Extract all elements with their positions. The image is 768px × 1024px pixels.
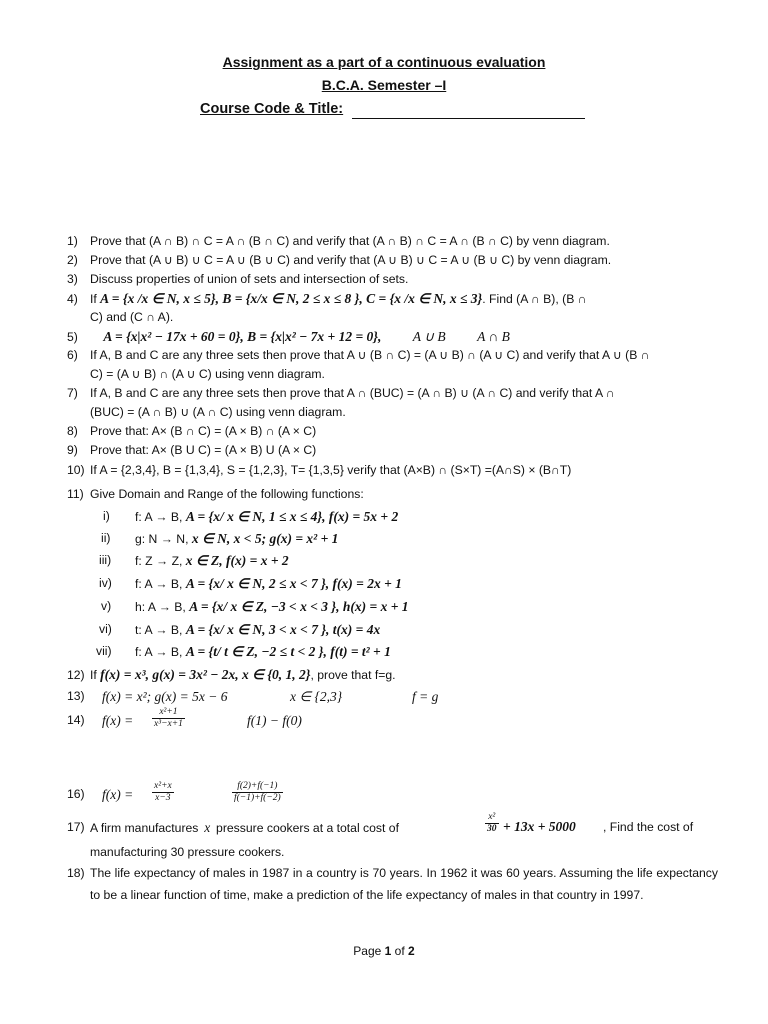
denominator: 30	[487, 824, 497, 834]
function-definitions: f(x) = x³, g(x) = 3x² − 2x, x ∈ {0, 1, 2}	[100, 667, 311, 682]
question-8	[67, 422, 316, 441]
question-text: If	[90, 292, 101, 306]
roman-numeral: vi)	[99, 622, 112, 636]
question-number: 8)	[67, 424, 78, 438]
ratio-denominator: f(−1)+f(−2)	[234, 793, 281, 803]
function-mapping: h: A → B, A = {x/ x ∈ Z, −3 < x < 3 }, h(x) = x + 1	[135, 599, 409, 614]
question-number: 7)	[67, 386, 78, 400]
question-number: 11)	[67, 487, 84, 501]
roman-numeral: iv)	[99, 576, 112, 590]
denominator: x³−x+1	[154, 719, 183, 729]
course-code-label: Course Code & Title:	[200, 101, 344, 117]
question-number: 14)	[67, 713, 85, 727]
difference-expression: f(1) − f(0)	[247, 713, 302, 728]
question-text: Prove that: A× (B U C) = (A × B) U (A × C)	[90, 443, 317, 457]
question-4	[67, 289, 586, 309]
question-number: 4)	[67, 292, 78, 306]
function-pair: f(x) = x²; g(x) = 5x − 6	[102, 689, 228, 704]
question-1	[67, 232, 610, 251]
question-text-cont: , Find the cost of	[603, 820, 694, 834]
function-mapping: g: N → N, x ∈ N, x < 5; g(x) = x² + 1	[135, 531, 339, 546]
question-7	[67, 384, 615, 403]
question-6-line-2: C) = (A ∪ B) ∩ (A ∪ C) using venn diagram.	[90, 367, 325, 381]
question-number: 2)	[67, 253, 78, 267]
evaluation-ratio	[232, 781, 283, 804]
question-number: 16)	[67, 787, 85, 801]
question-number: 6)	[67, 348, 78, 362]
question-3	[67, 270, 408, 289]
question-17	[67, 812, 718, 840]
union-expression: A ∪ B	[412, 329, 446, 344]
function-mapping: f: A → B, A = {t/ t ∈ Z, −2 ≤ t < 2 }, f(t) = t² + 1	[135, 644, 391, 659]
question-text: If A, B and C are any three sets then prove that A ∪ (B ∩ C) = (A ∪ B) ∩ (A ∪ C) and verify that A ∪ (B ∩	[90, 348, 650, 362]
question-text: If A = {2,3,4}, B = {1,3,4}, S = {1,2,3}, T= {1,3,5} verify that (A×B) ∩ (S×T) =(A∩S) × (B∩T)	[90, 463, 572, 477]
roman-numeral: i)	[103, 509, 110, 523]
rational-function	[152, 707, 185, 730]
equality-claim: f = g	[412, 689, 439, 704]
numerator: x²	[485, 812, 499, 824]
question-2	[67, 251, 611, 270]
function-mapping: f: A → B, A = {x/ x ∈ N, 1 ≤ x ≤ 4}, f(x) = 5x + 2	[135, 509, 399, 524]
question-5	[67, 327, 510, 347]
question-text: A firm manufactures x pressure cookers at a total cost of	[90, 820, 403, 835]
question-text: Prove that: A× (B ∩ C) = (A × B) ∩ (A × C)	[90, 424, 317, 438]
question-10	[67, 461, 571, 480]
question-9	[67, 441, 316, 460]
question-text-cont: , prove that f=g.	[310, 668, 396, 682]
semester-subtitle: B.C.A. Semester –I	[321, 77, 447, 93]
cost-expression: + 13x + 5000	[503, 819, 576, 834]
assignment-title: Assignment as a part of a continuous evaluation	[222, 54, 546, 70]
set-definitions: A = {x /x ∈ N, x ≤ 5}, B = {x/x ∈ N, 2 ≤ x ≤ 8 }, C = {x /x ∈ N, x ≤ 3}	[100, 291, 483, 306]
question-number: 17)	[67, 820, 85, 834]
question-6	[67, 346, 650, 365]
question-number: 5)	[67, 330, 78, 344]
current-page: 1	[384, 944, 392, 958]
variable-x: x	[204, 820, 211, 835]
function-lhs: f(x) =	[102, 713, 134, 728]
question-text: If A, B and C are any three sets then prove that A ∩ (BUC) = (A ∩ B) ∪ (A ∩ C) and verify that A ∩	[90, 386, 615, 400]
question-13	[67, 687, 527, 706]
numerator: x²+1	[152, 707, 185, 719]
set-equations: A = {x|x² − 17x + 60 = 0}, B = {x|x² − 7x + 12 = 0},	[103, 329, 382, 344]
function-mapping: t: A → B, A = {x/ x ∈ N, 3 < x < 7 }, t(x) = 4x	[135, 622, 381, 637]
domain-set: x ∈ {2,3}	[290, 689, 343, 704]
question-text: Prove that (A ∩ B) ∩ C = A ∩ (B ∩ C) and verify that (A ∩ B) ∩ C = A ∩ (B ∩ C) by venn diagram.	[90, 234, 610, 248]
question-16	[67, 781, 467, 811]
page-indicator: Page 1 of 2	[353, 944, 415, 958]
question-number: 9)	[67, 443, 78, 457]
question-text: Prove that (A ∪ B) ∪ C = A ∪ (B ∪ C) and verify that (A ∪ B) ∪ C = A ∪ (B ∪ C) by venn diagram.	[90, 253, 612, 267]
question-text: Discuss properties of union of sets and intersection of sets.	[90, 272, 409, 286]
question-number: 12)	[67, 668, 85, 682]
question-text: Give Domain and Range of the following functions:	[90, 487, 364, 501]
numerator: x²+x	[154, 781, 172, 791]
roman-numeral: v)	[101, 599, 112, 613]
rational-function	[152, 781, 174, 804]
function-mapping: f: Z → Z, x ∈ Z, f(x) = x + 2	[135, 553, 289, 568]
denominator: x−3	[155, 793, 171, 803]
cost-fraction	[485, 812, 499, 835]
function-definition: A = {x/ x ∈ Z, −3 < x < 3 }, h(x) = x + 1	[189, 599, 409, 614]
question-12	[67, 665, 396, 685]
ratio-numerator: f(2)+f(−1)	[232, 781, 283, 793]
roman-numeral: vii)	[96, 644, 112, 658]
question-number: 3)	[67, 272, 78, 286]
total-pages: 2	[408, 944, 415, 958]
function-definition: x ∈ N, x < 5; g(x) = x² + 1	[191, 531, 339, 546]
roman-numeral: ii)	[101, 531, 111, 545]
function-definition: A = {x/ x ∈ N, 1 ≤ x ≤ 4}, f(x) = 5x + 2	[185, 509, 399, 524]
course-title-blank-line	[352, 118, 585, 119]
intersection-expression: A ∩ B	[477, 329, 510, 344]
question-17-line-2: manufacturing 30 pressure cookers.	[90, 845, 285, 859]
question-11	[67, 485, 364, 504]
function-definition: A = {x/ x ∈ N, 3 < x < 7 }, t(x) = 4x	[185, 622, 381, 637]
function-mapping: f: A → B, A = {x/ x ∈ N, 2 ≤ x < 7 }, f(x) = 2x + 1	[135, 576, 402, 591]
question-4-line-2: C) and (C ∩ A).	[90, 310, 174, 324]
function-definition: A = {t/ t ∈ Z, −2 ≤ t < 2 }, f(t) = t² + 1	[185, 644, 391, 659]
roman-numeral: iii)	[99, 553, 112, 567]
question-number: 10)	[67, 463, 85, 477]
question-7-line-2: (BUC) = (A ∩ B) ∪ (A ∩ C) using venn diagram.	[90, 405, 346, 419]
function-definition: A = {x/ x ∈ N, 2 ≤ x < 7 }, f(x) = 2x + 1	[185, 576, 402, 591]
question-text: If	[90, 668, 101, 682]
function-definition: x ∈ Z, f(x) = x + 2	[185, 553, 289, 568]
question-18-text: The life expectancy of males in 1987 in a country is 70 years. In 1962 it was 60 years. Assuming the life expectancy to be a linear function of time, make a prediction of the life expectancy of males in that country in 1997.	[90, 866, 718, 902]
question-text-cont: . Find (A ∩ B), (B ∩	[482, 292, 587, 306]
function-lhs: f(x) =	[102, 787, 134, 802]
question-number: 1)	[67, 234, 78, 248]
question-18-number: 18)	[67, 866, 85, 880]
question-number: 13)	[67, 689, 85, 703]
question-14	[67, 708, 467, 738]
